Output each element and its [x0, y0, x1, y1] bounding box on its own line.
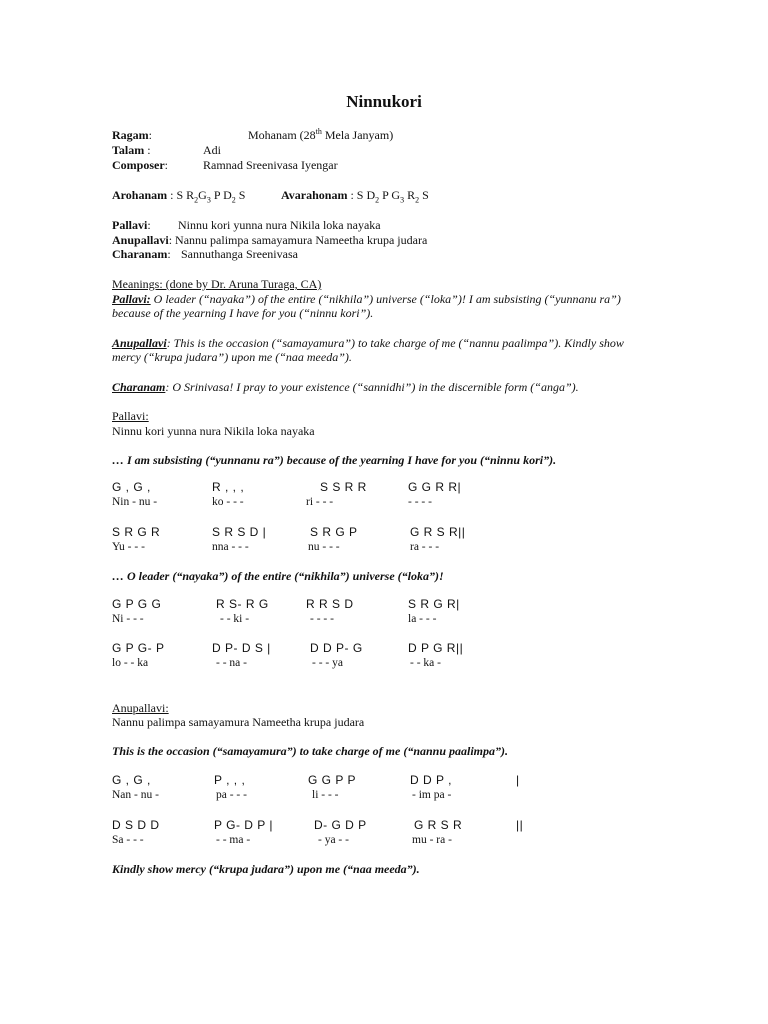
pallavi-row: [112, 218, 151, 232]
meaning-anupallavi-line1: [112, 336, 624, 350]
notation-lyrics: Ni - - -: [112, 613, 144, 625]
notation-lyrics: la - - -: [408, 613, 437, 625]
scale-note: D: [366, 188, 376, 202]
notation-lyrics: Sa - - -: [112, 834, 144, 846]
talam-label: Talam: [112, 143, 145, 157]
arohanam-sep: :: [167, 188, 177, 202]
scale-note: R: [404, 188, 416, 202]
notation-notes: ||: [516, 818, 524, 832]
avarohanam-row: [281, 188, 429, 205]
scale-note-subscript: 3: [400, 195, 405, 205]
notation-lyrics: ra - - -: [410, 541, 440, 553]
notation-notes: G R S R||: [410, 525, 466, 539]
notation-lyrics: - - ma -: [216, 834, 251, 846]
meaning-charanam-label: Charanam: [112, 380, 166, 394]
notation-notes: P G- D P |: [214, 818, 274, 832]
anupallavi-block-meaning2: Kindly show mercy (“krupa judara”) upon me (“naa meeda”).: [112, 862, 420, 876]
notation-notes: G R S R: [414, 818, 463, 832]
anupallavi-text: Nannu palimpa samayamura Nameetha krupa judara: [172, 233, 428, 247]
anupallavi-block-lyric: Nannu palimpa samayamura Nameetha krupa judara: [112, 715, 365, 729]
scale-note-subscript: 3: [206, 195, 211, 205]
notation-notes: D P- D S |: [212, 641, 271, 655]
scale-note-subscript: 2: [194, 195, 199, 205]
scale-note: S: [176, 188, 187, 202]
notation-notes: D D P- G: [310, 641, 363, 655]
notation-notes: G G P P: [308, 773, 356, 787]
pallavi-block-meaning2: … O leader (“nayaka”) of the entire (“nikhila”) universe (“loka”)!: [112, 569, 444, 583]
scale-note: S: [419, 188, 429, 202]
notation-lyrics: - - - -: [310, 613, 334, 625]
pallavi-label: Pallavi: [112, 218, 148, 232]
notation-lyrics: - - ki -: [220, 613, 250, 625]
notation-notes: |: [516, 773, 520, 787]
ragam-value-post: Mela Janyam): [321, 128, 394, 142]
avarohanam-sep: :: [347, 188, 357, 202]
anupallavi-row: [112, 233, 427, 247]
notation-lyrics: Yu - - -: [112, 541, 145, 553]
ragam-value-pre: Mohanam (28: [248, 128, 316, 142]
notation-lyrics: - - ka -: [410, 657, 441, 669]
notation-lyrics: Nan - nu -: [112, 789, 159, 801]
notation-lyrics: nu - - -: [308, 541, 340, 553]
notation-lyrics: - ya - -: [318, 834, 349, 846]
pallavi-block-heading: Pallavi:: [112, 409, 149, 423]
notation-notes: S S R R: [320, 480, 367, 494]
notation-lyrics: lo - - ka: [112, 657, 149, 669]
anupallavi-label: Anupallavi: [112, 233, 169, 247]
avarohanam-notes: [356, 188, 429, 205]
notation-notes: D P G R||: [408, 641, 464, 655]
scale-note: G: [391, 188, 401, 202]
arohanam-label: Arohanam: [112, 188, 168, 202]
notation-lyrics: - - - -: [408, 496, 432, 508]
notation-lyrics: ko - - -: [212, 496, 244, 508]
avarohanam-label: Avarahonam: [281, 188, 348, 202]
meaning-pallavi-line1: [112, 292, 621, 306]
meaning-charanam-text: : O Srinivasa! I pray to your existence (“sannidhi”) in the discernible form (“anga”).: [165, 380, 579, 394]
anupallavi-block-meaning1: This is the occasion (“samayamura”) to take charge of me (“nannu paalimpa”).: [112, 744, 509, 758]
pallavi-block-meaning1: … I am subsisting (“yunnanu ra”) because of the yearning I have for you (“ninnu kori”).: [112, 453, 557, 467]
notation-notes: S R G P: [310, 525, 358, 539]
notation-notes: S R G R|: [408, 597, 460, 611]
notation-lyrics: - - - ya: [312, 657, 343, 669]
composer-colon: :: [164, 158, 169, 172]
composer-row: [112, 158, 168, 172]
charanam-colon: :: [167, 247, 171, 261]
ragam-value: [248, 128, 393, 142]
meaning-anupallavi-line2: mercy (“krupa judara”) upon me (“naa meeda”).: [112, 350, 352, 364]
notation-notes: P , , ,: [214, 773, 246, 787]
scale-note: S: [356, 188, 367, 202]
meanings-heading: Meanings: (done by Dr. Aruna Turaga, CA): [112, 277, 322, 291]
meaning-anupallavi-label: Anupallavi: [112, 336, 167, 350]
charanam-row: [112, 247, 171, 261]
notation-notes: S R S D |: [212, 525, 267, 539]
scale-note: P: [379, 188, 392, 202]
ragam-value-sup: th: [315, 127, 322, 136]
meaning-anupallavi-text1: : This is the occasion (“samayamura”) to take charge of me (“nannu paalimpa”). Kindly show: [166, 336, 624, 350]
anupallavi-colon: :: [168, 233, 173, 247]
charanam-label: Charanam: [112, 247, 168, 261]
notation-notes: G G R R|: [408, 480, 462, 494]
talam-value: Adi: [203, 143, 221, 157]
notation-lyrics: pa - - -: [216, 789, 247, 801]
pallavi-block-lyric: Ninnu kori yunna nura Nikila loka nayaka: [112, 424, 315, 438]
meaning-pallavi-label: Pallavi:: [112, 292, 151, 306]
meaning-charanam-line: [112, 380, 579, 394]
notation-notes: D S D D: [112, 818, 160, 832]
notation-notes: G , G ,: [112, 773, 151, 787]
ragam-colon: :: [148, 128, 153, 142]
pallavi-text: Ninnu kori yunna nura Nikila loka nayaka: [178, 218, 381, 232]
notation-notes: D D P ,: [410, 773, 452, 787]
notation-lyrics: ri - - -: [306, 496, 334, 508]
composer-value: Ramnad Sreenivasa Iyengar: [203, 158, 338, 172]
notation-notes: R , , ,: [212, 480, 245, 494]
ragam-row: [112, 128, 152, 142]
meaning-pallavi-line2: because of the yearning I have for you (“ninnu kori”).: [112, 306, 374, 320]
meaning-pallavi-text1: O leader (“nayaka”) of the entire (“nikhila”) universe (“loka”)! I am subsisting (“yunnanu ra”): [150, 292, 621, 306]
notation-notes: G P G- P: [112, 641, 165, 655]
notation-lyrics: Nin - nu -: [112, 496, 158, 508]
notation-notes: G P G G: [112, 597, 162, 611]
ragam-label: Ragam: [112, 128, 149, 142]
anupallavi-block-heading: Anupallavi:: [112, 701, 169, 715]
composer-label: Composer: [112, 158, 165, 172]
scale-note-subscript: 2: [415, 195, 420, 205]
notation-lyrics: - - na -: [216, 657, 247, 669]
notation-notes: S R G R: [112, 525, 161, 539]
arohanam-row: [112, 188, 246, 205]
scale-note: R: [186, 188, 195, 202]
notation-notes: G , G ,: [112, 480, 151, 494]
notation-lyrics: mu - ra -: [412, 834, 452, 846]
scale-note-subscript: 2: [375, 195, 380, 205]
talam-row: [112, 143, 151, 157]
notation-lyrics: nna - - -: [212, 541, 249, 553]
pallavi-colon: :: [147, 218, 151, 232]
scale-note: G: [198, 188, 207, 202]
notation-lyrics: li - - -: [312, 789, 339, 801]
scale-note-subscript: 2: [231, 195, 236, 205]
scale-note: D: [223, 188, 232, 202]
notation-notes: R R S D: [306, 597, 354, 611]
notation-lyrics: - im pa -: [412, 789, 452, 801]
charanam-text: Sannuthanga Sreenivasa: [181, 247, 298, 261]
notation-notes: R S- R G: [216, 597, 269, 611]
talam-colon: :: [144, 143, 151, 157]
scale-note: S: [235, 188, 246, 202]
page-title: Ninnukori: [346, 92, 422, 111]
arohanam-notes: [176, 188, 246, 205]
scale-note: P: [210, 188, 224, 202]
notation-notes: D- G D P: [314, 818, 367, 832]
